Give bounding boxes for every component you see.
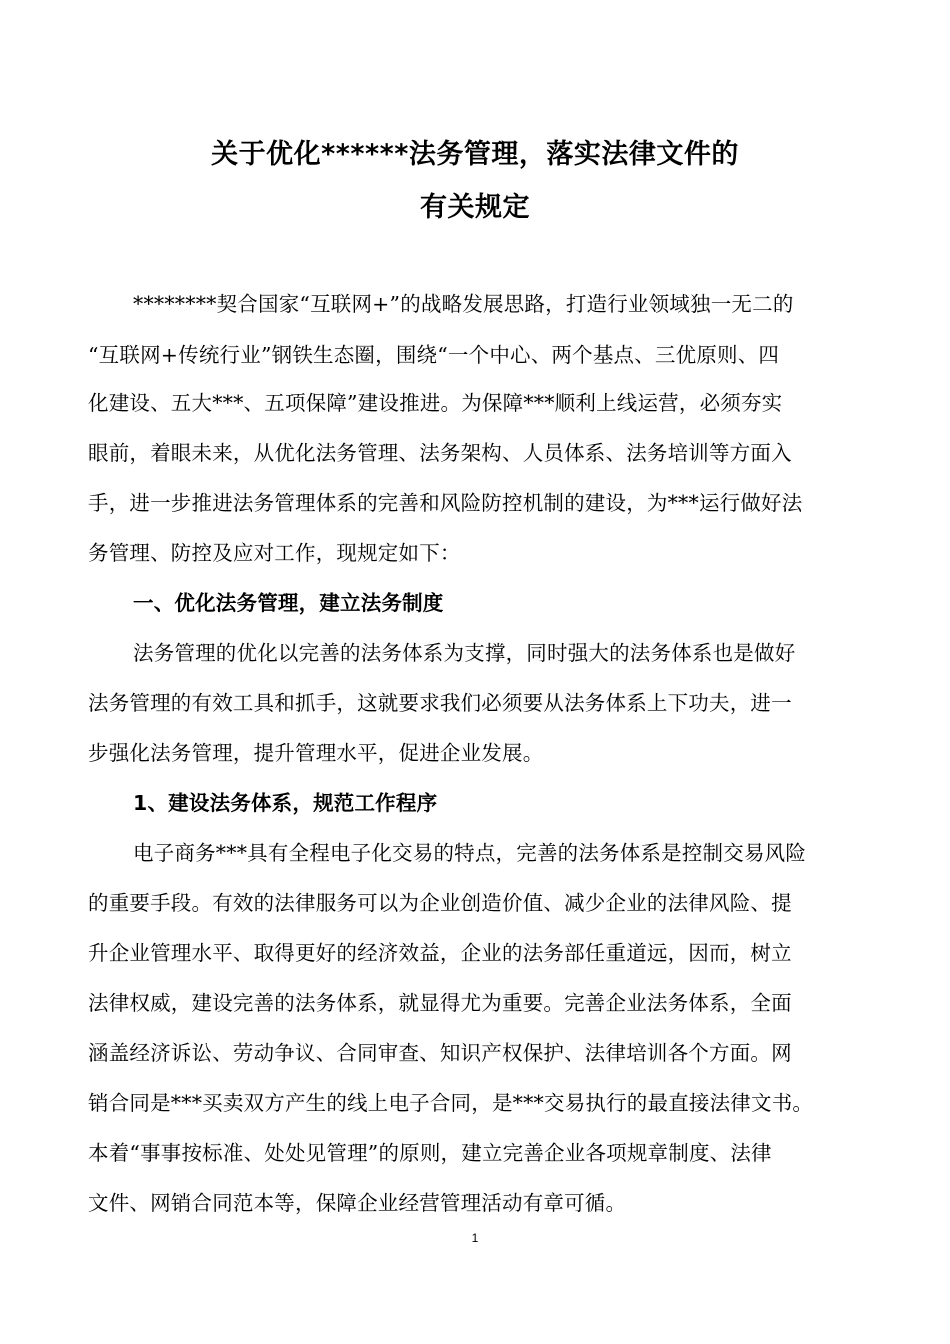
paragraph-line: ********契合国家“互联网+”的战略发展思路，打造行业领域独一无二的	[133, 292, 794, 316]
paragraph-line: 文件、网销合同范本等，保障企业经营管理活动有章可循。	[88, 1191, 627, 1215]
paragraph-line: “互联网+传统行业”钢铁生态圈，围绕“一个中心、两个基点、三优原则、四	[88, 343, 780, 367]
paragraph-line: 法律权威，建设完善的法务体系，就显得尤为重要。完善企业法务体系，全面	[88, 991, 792, 1015]
paragraph-line: 电子商务***具有全程电子化交易的特点，完善的法务体系是控制交易风险	[133, 841, 807, 865]
document-title-line-1: 关于优化******法务管理，落实法律文件的	[211, 139, 739, 170]
paragraph-line: 务管理、防控及应对工作，现规定如下：	[88, 541, 461, 565]
paragraph-line: 销合同是***买卖双方产生的线上电子合同，是***交易执行的最直接法律文书。	[88, 1091, 814, 1115]
paragraph-line: 法务管理的优化以完善的法务体系为支撑，同时强大的法务体系也是做好	[133, 641, 796, 665]
paragraph-line: 涵盖经济诉讼、劳动争议、合同审查、知识产权保护、法律培训各个方面。网	[88, 1041, 792, 1065]
paragraph-line: 法务管理的有效工具和抓手，这就要求我们必须要从法务体系上下功夫，进一	[88, 691, 792, 715]
document-title-line-2: 有关规定	[420, 192, 530, 223]
paragraph-line: 本着“事事按标准、处处见管理”的原则，建立完善企业各项规章制度、法律	[88, 1141, 772, 1165]
section-heading: 一、优化法务管理，建立法务制度	[133, 591, 444, 615]
paragraph-line: 的重要手段。有效的法律服务可以为企业创造价值、减少企业的法律风险、提	[88, 891, 792, 915]
paragraph-line: 升企业管理水平、取得更好的经济效益，企业的法务部任重道远，因而，树立	[88, 941, 792, 965]
page-number: 1	[471, 1231, 479, 1245]
paragraph-line: 化建设、五大***、五项保障”建设推进。为保障***顺利上线运营，必须夯实	[88, 391, 783, 415]
paragraph-line: 步强化法务管理，提升管理水平，促进企业发展。	[88, 741, 544, 765]
paragraph-line: 眼前，着眼未来，从优化法务管理、法务架构、人员体系、法务培训等方面入	[88, 441, 792, 465]
paragraph-line: 手，进一步推进法务管理体系的完善和风险防控机制的建设，为***运行做好法	[88, 491, 803, 515]
subsection-heading: 1、建设法务体系，规范工作程序	[133, 791, 438, 815]
